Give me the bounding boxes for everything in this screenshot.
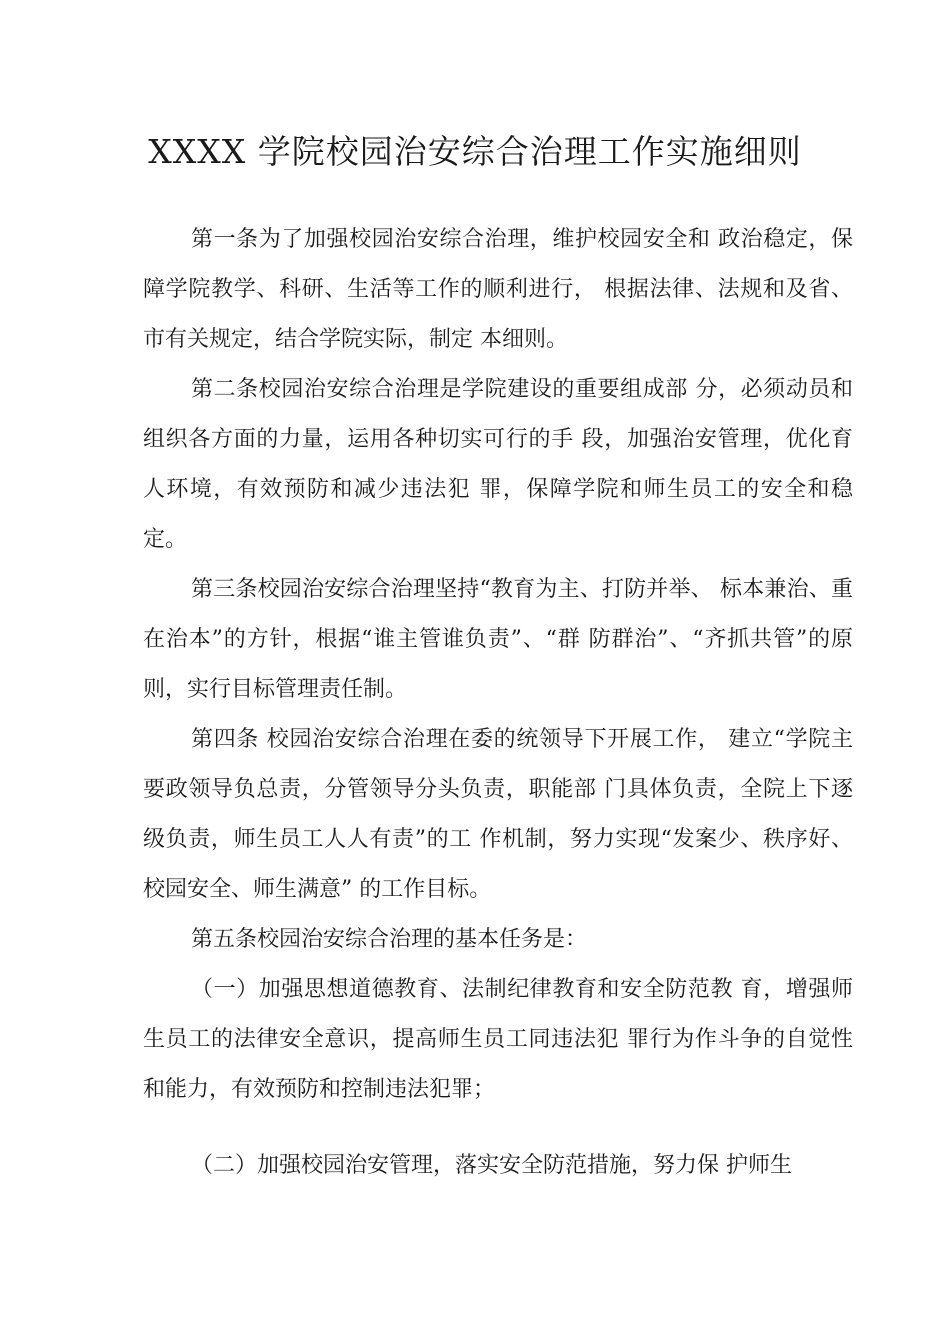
article-3-paragraph: 第三条校园治安综合治理坚持“教育为主、打防并举、 标本兼治、重在治本”的方针，根据“谁主管谁负责”、“群 防群治”、“齐抓共管”的原则，实行目标管理责任制。	[143, 577, 853, 702]
article-1-paragraph: 第一条为了加强校园治安综合治理，维护校园安全和 政治稳定，保障学院教学、科研、生活等工作的顺利进行， 根据法律、法规和及省、市有关规定，结合学院实际，制定 本细则。	[143, 227, 853, 352]
document-title: XXXX 学院校园治安综合治理工作实施细则	[148, 132, 802, 171]
article-2-paragraph: 第二条校园治安综合治理是学院建设的重要组成部 分，必须动员和组织各方面的力量，运用各种切实可行的手 段，加强治安管理，优化育人环境，有效预防和减少违法犯 罪，保障学院和师生员工的安全和稳定。	[143, 377, 853, 552]
article-4-paragraph: 第四条 校园治安综合治理在委的统领导下开展工作， 建立“学院主要政领导负总责，分管领导分头负责，职能部 门具体负责，全院上下逐级负责，师生员工人人有责”的工 作机制，努力实现“发案少、秩序好、校园安全、师生满意” 的工作目标。	[143, 727, 853, 902]
item-2-paragraph: （二）加强校园治安管理，落实安全防范措施，努力保 护师生	[191, 1153, 792, 1178]
article-5-paragraph: 第五条校园治安综合治理的基本任务是：	[191, 927, 588, 952]
item-1-paragraph: （一）加强思想道德教育、法制纪律教育和安全防范教 育，增强师生员工的法律安全意识，提高师生员工同违法犯 罪行为作斗争的自觉性和能力，有效预防和控制违法犯罪；	[143, 977, 853, 1102]
document-body	[143, 215, 853, 1191]
